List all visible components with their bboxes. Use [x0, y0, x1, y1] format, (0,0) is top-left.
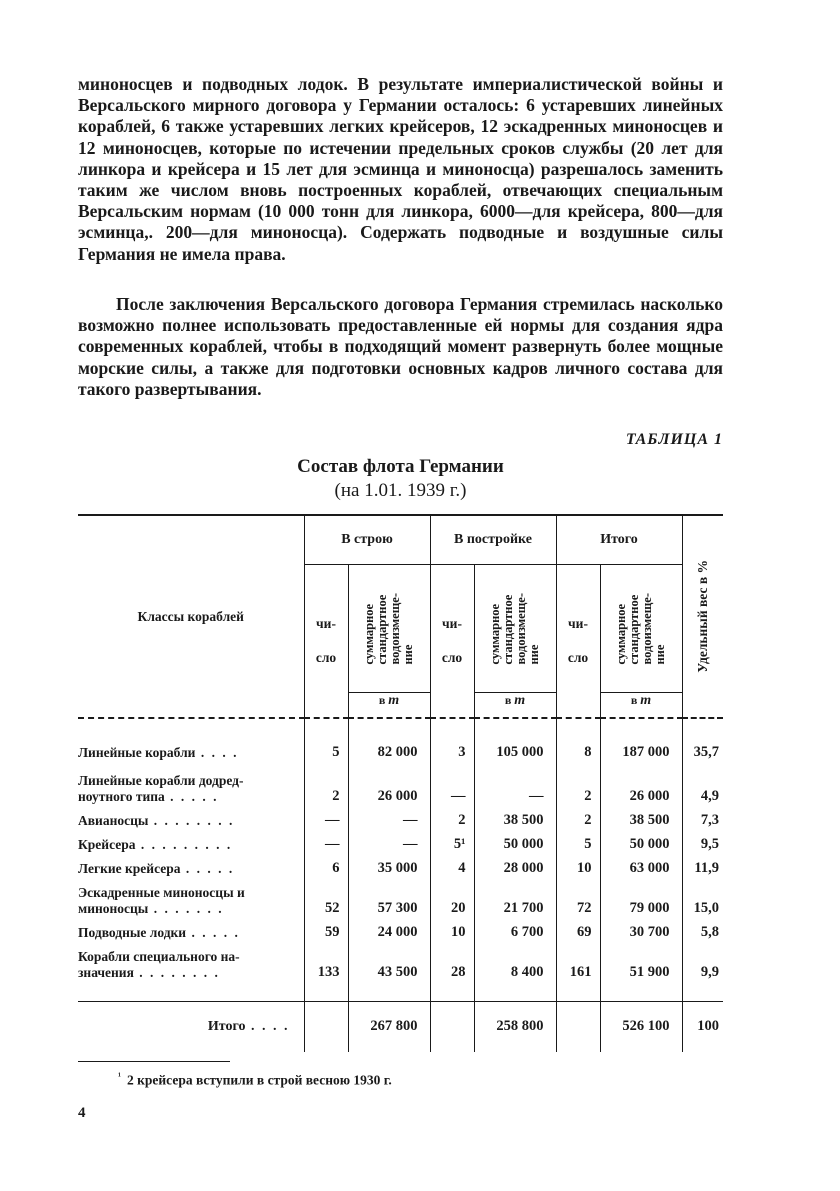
total-count: 5 — [556, 829, 600, 853]
total-displacement: 26 000 — [600, 765, 682, 805]
header-total-count: чи- сло — [567, 616, 589, 665]
total-count: 8 — [556, 719, 600, 765]
table-row — [78, 765, 723, 805]
table-row — [78, 941, 723, 981]
share-percent: 7,3 — [682, 805, 723, 829]
in-service-count: 52 — [304, 877, 348, 917]
in-service-count: — — [304, 829, 348, 853]
total-displacement: 38 500 — [600, 805, 682, 829]
header-total-displacement: суммарное стандартное водоизмеще- ние — [614, 592, 667, 665]
share-percent: 15,0 — [682, 877, 723, 917]
header-classes: Классы кораблей — [137, 608, 244, 624]
total-share: 100 — [682, 1001, 723, 1052]
table-row — [78, 917, 723, 941]
total-count: 161 — [556, 941, 600, 981]
in-service-displacement: 43 500 — [348, 941, 430, 981]
row-class-name: Линейные корабли додред- ноутного типа . . . . . — [78, 773, 244, 804]
row-class-name: Линейные корабли . . . . — [78, 745, 239, 760]
footnote: $^{^1}$ 2 крейсера вступили в строй весною 1930 г. — [118, 1071, 392, 1088]
row-class-name: Крейсера . . . . . . . . . — [78, 837, 233, 852]
table-title: Состав флота Германии — [297, 456, 504, 477]
total-count: 69 — [556, 917, 600, 941]
in-service-displacement: 57 300 — [348, 877, 430, 917]
table-subtitle: (на 1.01. 1939 г.) — [334, 480, 467, 501]
construction-count: 4 — [430, 853, 474, 877]
total-under-construction: 258 800 — [474, 1001, 556, 1052]
construction-count: 3 — [430, 719, 474, 765]
header-construction-count: чи- сло — [441, 616, 463, 665]
share-percent: 5,8 — [682, 917, 723, 941]
footnote-rule — [78, 1061, 230, 1062]
total-in-service: 267 800 — [348, 1001, 430, 1052]
table-row — [78, 719, 723, 765]
in-service-count: 2 — [304, 765, 348, 805]
in-service-displacement: 35 000 — [348, 853, 430, 877]
total-count: 2 — [556, 805, 600, 829]
construction-displacement: 50 000 — [474, 829, 556, 853]
total-displacement: 79 000 — [600, 877, 682, 917]
fleet-table — [78, 514, 723, 1052]
construction-count: — — [430, 765, 474, 805]
in-service-count: 59 — [304, 917, 348, 941]
in-service-count: 6 — [304, 853, 348, 877]
paragraph-1: миноносцев и подводных лодок. В результате империалистической войны и Версальского мирного договора у Германии осталось: 6 устаревших линейных кораблей, 6 также устаревших легких крейсеров, 12 эскадренных миноносцев и 12 миноносцев, которые по истечении предельных сроков службы (20 лет для линкора и крейсера и 15 лет для эсминца и миноносца) разрешалось заменить таким же числом вновь построенных кораблей, отвечающих специальным Версальским нормам (10 000 тонн для линкора, 6000—для крейсера, 800—для эсминца,. 200—для миноносца). Содержать подводные и воздушные силы Германия не имела права. — [78, 74, 723, 264]
construction-count: 28 — [430, 941, 474, 981]
header-total: Итого — [556, 516, 682, 565]
header-in-service-count: чи- сло — [315, 616, 337, 665]
total-displacement: 63 000 — [600, 853, 682, 877]
construction-count: 5¹ — [430, 829, 474, 853]
in-service-displacement: 24 000 — [348, 917, 430, 941]
total-count: 10 — [556, 853, 600, 877]
in-service-displacement: 82 000 — [348, 719, 430, 765]
total-displacement: 50 000 — [600, 829, 682, 853]
in-service-displacement: — — [348, 805, 430, 829]
in-service-count: 5 — [304, 719, 348, 765]
construction-count: 2 — [430, 805, 474, 829]
table-row — [78, 853, 723, 877]
share-percent: 9,9 — [682, 941, 723, 981]
header-in-service-displacement: суммарное стандартное водоизмеще- ние — [362, 592, 415, 665]
share-percent: 9,5 — [682, 829, 723, 853]
header-share — [682, 516, 723, 718]
row-class-name: Легкие крейсера . . . . . — [78, 861, 235, 876]
share-percent: 4,9 — [682, 765, 723, 805]
header-construction-displacement: суммарное стандартное водоизмеще- ние — [488, 592, 541, 665]
construction-displacement: 28 000 — [474, 853, 556, 877]
total-count: 72 — [556, 877, 600, 917]
unit-label-1: в т — [378, 693, 400, 708]
construction-displacement: 105 000 — [474, 719, 556, 765]
construction-displacement: 38 500 — [474, 805, 556, 829]
table-row — [78, 829, 723, 853]
page-number: 4 — [78, 1105, 86, 1121]
construction-count: 20 — [430, 877, 474, 917]
total-all: 526 100 — [600, 1001, 682, 1052]
in-service-count: — — [304, 805, 348, 829]
construction-displacement: — — [474, 765, 556, 805]
construction-displacement: 8 400 — [474, 941, 556, 981]
table-label: ТАБЛИЦА 1 — [625, 431, 723, 448]
unit-label-3: в т — [630, 693, 652, 708]
construction-count: 10 — [430, 917, 474, 941]
total-displacement: 187 000 — [600, 719, 682, 765]
row-class-name: Корабли специального на- значения . . . . . . . . — [78, 949, 240, 980]
table-row — [78, 877, 723, 917]
total-displacement: 51 900 — [600, 941, 682, 981]
in-service-count: 133 — [304, 941, 348, 981]
row-class-name: Эскадренные миноносцы и миноносцы . . . . . . . — [78, 885, 245, 916]
total-label: Итого — [207, 1018, 246, 1034]
paragraph-2: После заключения Версальского договора Германия стремилась насколько возможно полнее использовать предоставленные ей нормы для создания ядра современных кораблей, чтобы в подходящий момент развернуть более мощные морские силы, а также для подготовки основных кадров личного состава для такого развертывания. — [78, 294, 723, 399]
share-percent: 35,7 — [682, 719, 723, 765]
total-displacement: 30 700 — [600, 917, 682, 941]
row-class-name: Подводные лодки . . . . . — [78, 925, 240, 940]
total-row: Итого . . . . 267 800 258 800 526 100 100 — [78, 1001, 723, 1052]
row-class-name: Авианосцы . . . . . . . . — [78, 813, 235, 828]
header-in-service: В строю — [304, 516, 430, 565]
header-under-construction: В постройке — [430, 516, 556, 565]
table-row — [78, 805, 723, 829]
table-body — [78, 719, 723, 1001]
share-percent: 11,9 — [682, 853, 723, 877]
header-share-text: Удельный вес в % — [695, 560, 711, 673]
total-count: 2 — [556, 765, 600, 805]
in-service-displacement: 26 000 — [348, 765, 430, 805]
construction-displacement: 21 700 — [474, 877, 556, 917]
in-service-displacement: — — [348, 829, 430, 853]
unit-label-2: в т — [504, 693, 526, 708]
construction-displacement: 6 700 — [474, 917, 556, 941]
